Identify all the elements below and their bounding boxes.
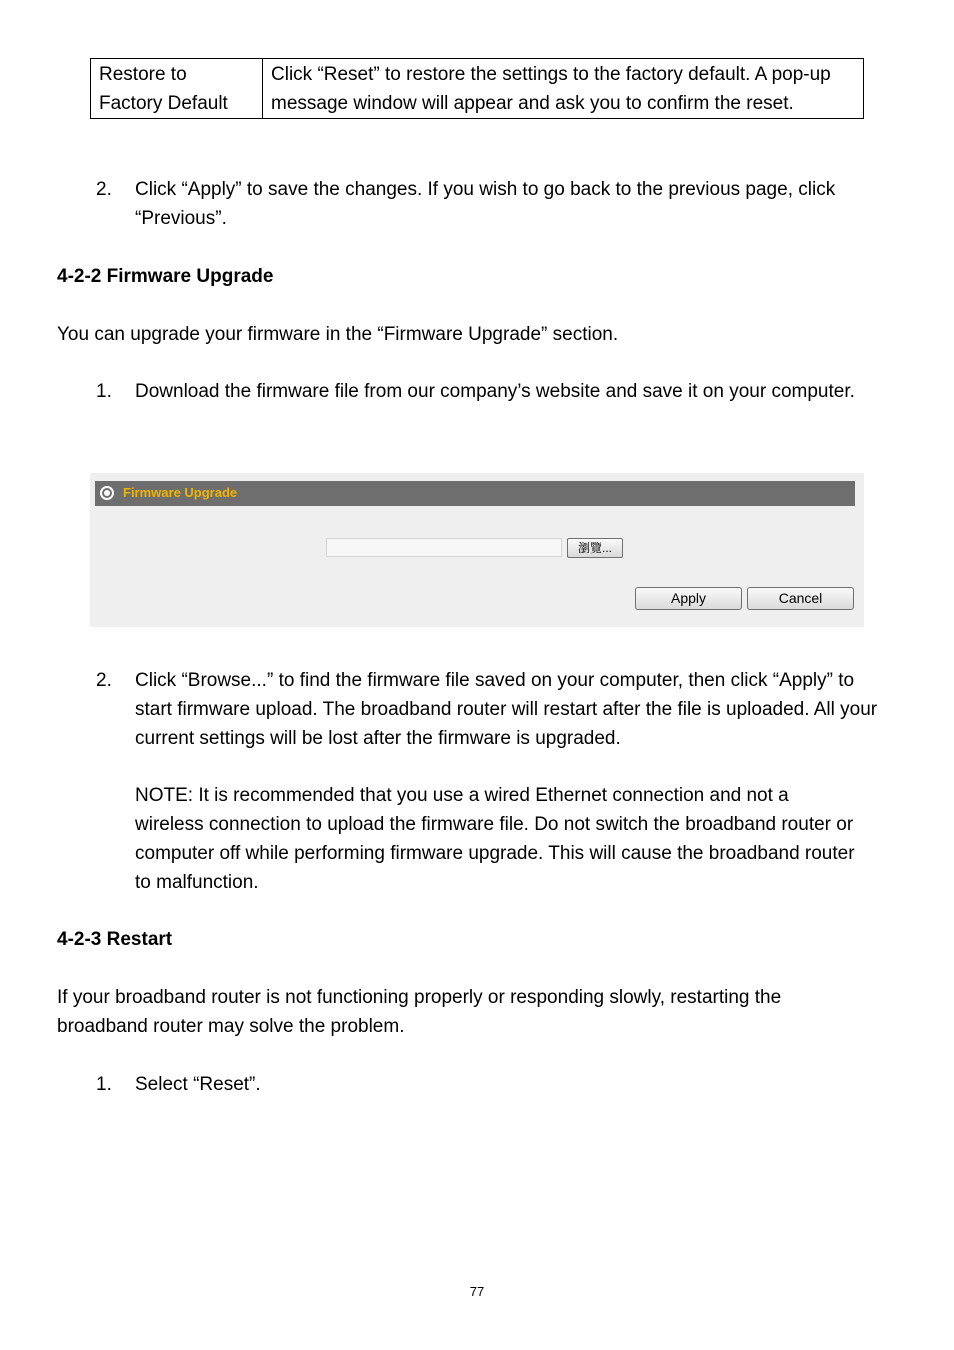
settings-table <box>90 58 864 119</box>
firmware-step2-text: Click “Browse...” to find the firmware file saved on your computer, then click “Apply” to start firmware upload. The broadband router will restart after the file is uploaded. All your current settings will be lost after the firmware is upgraded. <box>135 670 878 749</box>
firmware-upgrade-title-bar <box>95 481 855 506</box>
table-term: Restore to Factory Default <box>91 59 263 119</box>
step-number: 2. <box>96 179 112 200</box>
step-number: 1. <box>96 1074 112 1095</box>
firmware-note: NOTE: It is recommended that you use a wired Ethernet connection and not a wireless connection to upload the firmware file. Do not switch the broadband router or computer off while performing firmware upgrade. This will cause the broadband router to malfunction. <box>135 785 855 893</box>
firmware-intro: You can upgrade your firmware in the “Firmware Upgrade” section. <box>57 324 619 345</box>
table-description: Click “Reset” to restore the settings to the factory default. A pop-up message window will appear and ask you to confirm the reset. <box>263 59 864 119</box>
firmware-upgrade-screenshot <box>90 473 864 627</box>
step-apply-text: Click “Apply” to save the changes. If you wish to go back to the previous page, click “Previous”. <box>135 179 836 229</box>
firmware-file-input[interactable] <box>326 538 562 557</box>
table-row <box>91 59 864 119</box>
page-number: 77 <box>469 1284 485 1299</box>
radio-bullet-icon <box>100 486 114 500</box>
firmware-step1-text: Download the firmware file from our company’s website and save it on your computer. <box>135 381 855 402</box>
step-number: 2. <box>96 670 112 691</box>
section-heading-restart: 4-2-3 Restart <box>57 929 173 950</box>
section-heading-firmware: 4-2-2 Firmware Upgrade <box>57 266 274 287</box>
firmware-upgrade-title: Firmware Upgrade <box>123 485 238 500</box>
browse-button[interactable]: 瀏覽... <box>567 538 623 558</box>
apply-button[interactable]: Apply <box>635 587 742 610</box>
step-number: 1. <box>96 381 112 402</box>
cancel-button[interactable]: Cancel <box>747 587 854 610</box>
restart-intro: If your broadband router is not functioning properly or responding slowly, restarting the broadband router may solve the problem. <box>57 987 782 1037</box>
restart-step1-text: Select “Reset”. <box>135 1074 261 1095</box>
